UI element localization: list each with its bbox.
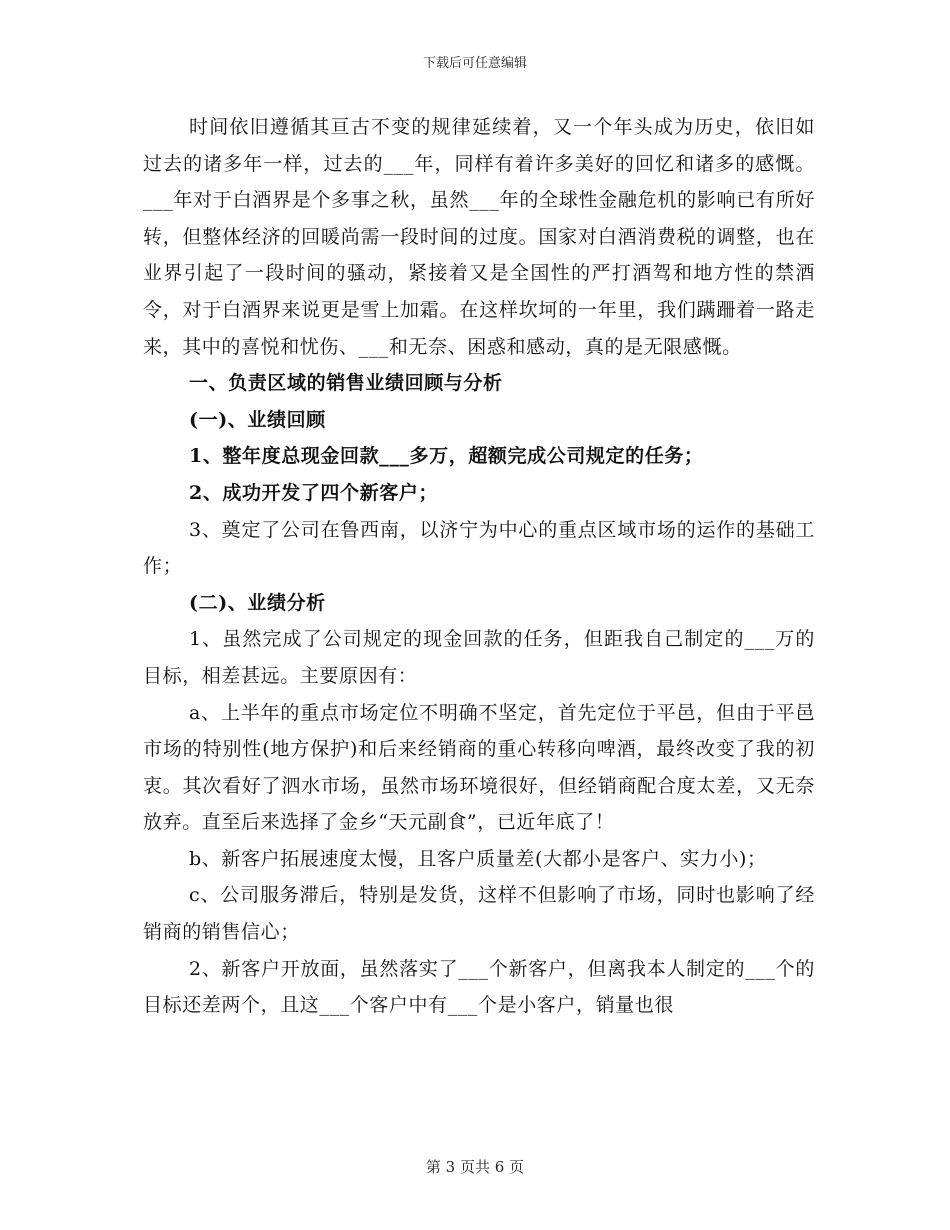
document-body <box>143 109 815 1024</box>
analysis-paragraph: b、新客户拓展速度太慢，且客户质量差(大都小是客户、实力小)； <box>189 847 767 870</box>
analysis-paragraph: c、公司服务滞后，特别是发货，这样不但影响了市场，同时也影响了经销商的销售信心； <box>143 884 815 944</box>
page-header: 下载后可任意编辑 <box>422 56 527 71</box>
section-heading: 一、负责区域的销售业绩回顾与分析 <box>189 372 503 395</box>
analysis-paragraph: 1、虽然完成了公司规定的现金回款的任务，但距我自己制定的___万的目标，相差甚远。主要原因有： <box>143 628 815 687</box>
subsection-heading-analysis: (二)、业绩分析 <box>189 591 326 614</box>
list-item: 2、成功开发了四个新客户； <box>189 481 439 504</box>
intro-paragraph: 时间依旧遵循其亘古不变的规律延续着，又一个年头成为历史，依旧如过去的诸多年一样，过去的___年，同样有着许多美好的回忆和诸多的感慨。___年对于白酒界是个多事之秋，虽然___年的全球性金融危机的影响已有所好转，但整体经济的回暖尚需一段时间的过度。国家对白酒消费税的调整，也在业界引起了一段时间的骚动，紧接着又是全国性的严打酒驾和地方性的禁酒令，对于白酒界来说更是雪上加霜。在这样坎坷的一年里，我们蹒跚着一路走来，其中的喜悦和忧伤、___和无奈、困惑和感动，真的是无限感慨。 <box>143 116 815 358</box>
analysis-paragraph: 2、新客户开放面，虽然落实了___个新客户，但离我本人制定的___个的目标还差两个，且这___个客户中有___个是小客户，销量也很 <box>143 957 815 1017</box>
analysis-paragraph: a、上半年的重点市场定位不明确不坚定，首先定位于平邑，但由于平邑市场的特别性(地方保护)和后来经销商的重心转移向啤酒，最终改变了我的初衷。其次看好了泗水市场，虽然市场环境很好，但经销商配合度太差，又无奈放弃。直至后来选择了金乡“天元副食”，已近年底了！ <box>143 701 815 834</box>
list-item: 1、整年度总现金回款___多万，超额完成公司规定的任务； <box>189 445 704 468</box>
subsection-heading-review: (一)、业绩回顾 <box>189 408 326 431</box>
page-footer: 第 3 页共 6 页 <box>425 1158 525 1176</box>
list-item: 3、奠定了公司在鲁西南，以济宁为中心的重点区域市场的运作的基础工作； <box>143 518 815 578</box>
